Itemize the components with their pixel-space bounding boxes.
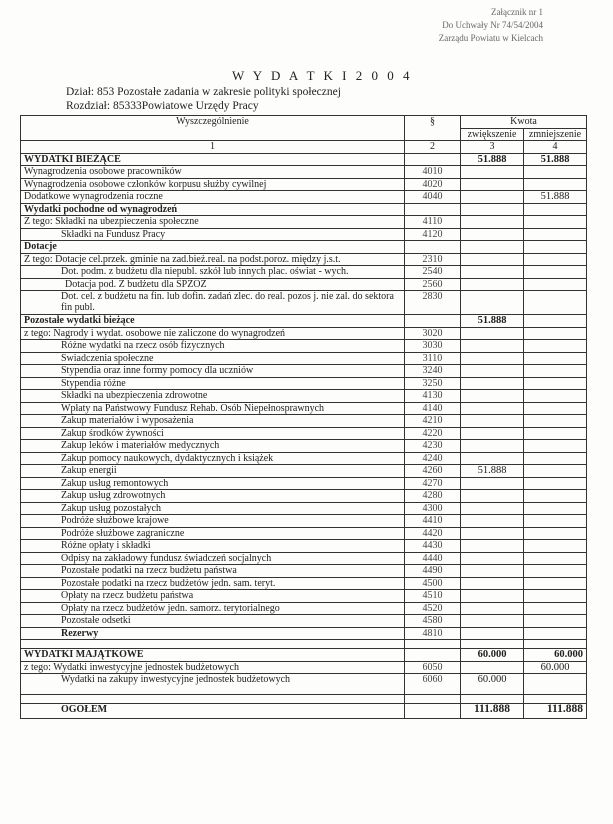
row-dec: [524, 490, 587, 503]
num-dec: 4: [524, 141, 587, 154]
row-inc: [461, 627, 524, 640]
row-par: 4430: [405, 540, 461, 553]
row-par: 4580: [405, 615, 461, 628]
row-inc: [461, 452, 524, 465]
row-inc: [461, 602, 524, 615]
row-inc: [461, 402, 524, 415]
row-par: 4510: [405, 590, 461, 603]
row-desc: Wpłaty na Państwowy Fundusz Rehab. Osób Niepełnosprawnych: [21, 402, 405, 415]
row-inc: [461, 427, 524, 440]
row-desc: Dotacja pod. Z budżetu dla SPZOZ: [21, 278, 405, 291]
row-desc: Dot. cel. z budżetu na fin. lub dofin. zadań zlec. do real. pozos j. nie zal. do sektora fin publ.: [21, 291, 405, 315]
row-desc: Z tego: Dotacje cel.przek. gminie na zad.bież.real. na podst.poroz. między j.s.t.: [21, 253, 405, 266]
row-dec: [524, 577, 587, 590]
row-desc: Podróże służbowe krajowe: [21, 515, 405, 528]
row-inc: [461, 540, 524, 553]
row-inc: 51.888: [461, 153, 524, 166]
row-inc: [461, 241, 524, 254]
row-desc: Podróże służbowe zagraniczne: [21, 527, 405, 540]
row-desc: Zakup usług pozostałych: [21, 502, 405, 515]
row-desc: Stypendia różne: [21, 377, 405, 390]
row-desc: Pozostałe podatki na rzecz budżetów jedn. sam. teryt.: [21, 577, 405, 590]
row-inc: [461, 228, 524, 241]
row-par: 4120: [405, 228, 461, 241]
row-dec: 60.000: [524, 649, 587, 662]
row-par: 4020: [405, 178, 461, 191]
row-dec: 51.888: [524, 191, 587, 204]
row-inc: [461, 490, 524, 503]
row-par: 3020: [405, 327, 461, 340]
table-row: [21, 627, 587, 640]
table-row: [21, 415, 587, 428]
table-row: [21, 490, 587, 503]
row-dec: [524, 515, 587, 528]
table-row: [21, 191, 587, 204]
table-row: [21, 390, 587, 403]
row-dec: [524, 590, 587, 603]
row-inc: [461, 191, 524, 204]
row-inc: 51.888: [461, 315, 524, 328]
row-desc: Zakup pomocy naukowych, dydaktycznych i książek: [21, 452, 405, 465]
row-dec: [524, 552, 587, 565]
row-inc: [461, 390, 524, 403]
row-desc: WYDATKI BIEŻĄCE: [21, 153, 405, 166]
row-par: 6050: [405, 661, 461, 674]
row-par: 2540: [405, 266, 461, 279]
row-desc: z tego: Wydatki inwestycyjne jednostek budżetowych: [21, 661, 405, 674]
row-desc: OGÓŁEM: [21, 704, 405, 719]
table-row: [21, 649, 587, 662]
row-inc: [461, 365, 524, 378]
row-desc: Dotacje: [21, 241, 405, 254]
row-inc: [461, 440, 524, 453]
row-desc: Wynagrodzenia osobowe pracowników: [21, 166, 405, 179]
table-row: [21, 365, 587, 378]
section-info: [66, 85, 341, 113]
table-row: [21, 327, 587, 340]
table-row: [21, 674, 587, 695]
row-inc: [461, 352, 524, 365]
row-dec: [524, 440, 587, 453]
note-line: Załącznik nr 1: [491, 7, 543, 17]
row-desc: Składki na ubezpieczenia zdrowotne: [21, 390, 405, 403]
table-row: [21, 203, 587, 216]
row-desc: Opłaty na rzecz budżetu państwa: [21, 590, 405, 603]
row-par: 4130: [405, 390, 461, 403]
row-inc: [461, 661, 524, 674]
row-dec: [524, 477, 587, 490]
row-par: 4520: [405, 602, 461, 615]
table-row: [21, 166, 587, 179]
col-kwota-header: Kwota: [461, 116, 587, 129]
row-inc: [461, 278, 524, 291]
row-par: 4420: [405, 527, 461, 540]
row-inc: [461, 340, 524, 353]
row-dec: [524, 365, 587, 378]
row-inc: [461, 415, 524, 428]
row-par: 4040: [405, 191, 461, 204]
row-inc: [461, 216, 524, 229]
row-inc: 60.000: [461, 649, 524, 662]
row-desc: Zakup materiałów i wyposażenia: [21, 415, 405, 428]
row-par: 4010: [405, 166, 461, 179]
num-par: 2: [405, 141, 461, 154]
row-desc: Wydatki pochodne od wynagrodzeń: [21, 203, 405, 216]
row-par: 2560: [405, 278, 461, 291]
row-dec: [524, 216, 587, 229]
dzial-label: Dział: 853 Pozostałe zadania w zakresie polityki społecznej: [66, 86, 341, 98]
row-par: 4230: [405, 440, 461, 453]
row-par: 4410: [405, 515, 461, 528]
table-row: [21, 228, 587, 241]
table-row: [21, 661, 587, 674]
table-row: [21, 515, 587, 528]
row-desc: Różne wydatki na rzecz osób fizycznych: [21, 340, 405, 353]
spacer-row: [21, 640, 587, 649]
num-desc: 1: [21, 141, 405, 154]
table-row: [21, 278, 587, 291]
row-inc: [461, 577, 524, 590]
row-dec: [524, 390, 587, 403]
row-inc: [461, 377, 524, 390]
col-dec-header: zmniejszenie: [524, 128, 587, 141]
row-dec: 111.888: [524, 704, 587, 719]
row-inc: [461, 590, 524, 603]
row-dec: [524, 465, 587, 478]
table-row: [21, 552, 587, 565]
row-desc: Stypendia oraz inne formy pomocy dla uczniów: [21, 365, 405, 378]
col-desc-header: Wyszczególnienie: [21, 116, 405, 141]
col-inc-header: zwiększenie: [461, 128, 524, 141]
table-row: [21, 477, 587, 490]
row-desc: Pozostałe odsetki: [21, 615, 405, 628]
row-par: 4210: [405, 415, 461, 428]
table-row: [21, 402, 587, 415]
row-desc: Różne opłaty i składki: [21, 540, 405, 553]
table-row: [21, 502, 587, 515]
note-line: Zarządu Powiatu w Kielcach: [438, 33, 543, 43]
row-desc: Pozostałe podatki na rzecz budżetu państwa: [21, 565, 405, 578]
row-par: 3110: [405, 352, 461, 365]
row-dec: [524, 415, 587, 428]
row-dec: [524, 166, 587, 179]
attachment-note: [439, 6, 543, 45]
row-par: 3240: [405, 365, 461, 378]
row-par: [405, 315, 461, 328]
row-dec: 51.888: [524, 153, 587, 166]
row-par: 4500: [405, 577, 461, 590]
row-par: 4220: [405, 427, 461, 440]
row-desc: Zakup leków i materiałów medycznych: [21, 440, 405, 453]
table-row: [21, 315, 587, 328]
row-par: [405, 649, 461, 662]
row-desc: Wynagrodzenia osobowe członków korpusu służby cywilnej: [21, 178, 405, 191]
table-row: [21, 253, 587, 266]
row-dec: 60.000: [524, 661, 587, 674]
row-desc: Zakup środków żywności: [21, 427, 405, 440]
row-par: 4280: [405, 490, 461, 503]
row-dec: [524, 602, 587, 615]
row-desc: Zakup usług zdrowotnych: [21, 490, 405, 503]
row-dec: [524, 253, 587, 266]
row-inc: 51.888: [461, 465, 524, 478]
row-desc: Odpisy na zakładowy fundusz świadczeń socjalnych: [21, 552, 405, 565]
row-desc: z tego: Nagrody i wydat. osobowe nie zaliczone do wynagrodzeń: [21, 327, 405, 340]
table-row: [21, 452, 587, 465]
row-par: 4140: [405, 402, 461, 415]
row-inc: [461, 527, 524, 540]
expenses-table: [20, 115, 587, 719]
row-dec: [524, 327, 587, 340]
table-row: [21, 352, 587, 365]
row-dec: [524, 340, 587, 353]
row-inc: [461, 203, 524, 216]
row-inc: [461, 291, 524, 315]
row-dec: [524, 377, 587, 390]
row-par: 4440: [405, 552, 461, 565]
row-desc: Dot. podm. z budżetu dla niepubl. szkół lub innych plac. oświat - wych.: [21, 266, 405, 279]
row-inc: [461, 178, 524, 191]
row-par: 6060: [405, 674, 461, 695]
row-par: [405, 153, 461, 166]
row-desc: Dodatkowe wynagrodzenia roczne: [21, 191, 405, 204]
row-par: 4810: [405, 627, 461, 640]
table-row: [21, 427, 587, 440]
row-desc: Opłaty na rzecz budżetów jedn. samorz. terytorialnego: [21, 602, 405, 615]
row-par: 3250: [405, 377, 461, 390]
row-par: 4240: [405, 452, 461, 465]
table-row: [21, 340, 587, 353]
row-dec: [524, 615, 587, 628]
row-par: 2830: [405, 291, 461, 315]
row-par: 3030: [405, 340, 461, 353]
row-inc: [461, 515, 524, 528]
row-inc: [461, 266, 524, 279]
row-dec: [524, 203, 587, 216]
row-par: 2310: [405, 253, 461, 266]
table-row: [21, 178, 587, 191]
column-numbers-row: [21, 141, 587, 154]
table-row: [21, 602, 587, 615]
row-desc: Składki na Fundusz Pracy: [21, 228, 405, 241]
note-line: Do Uchwały Nr 74/54/2004: [442, 20, 543, 30]
row-dec: [524, 427, 587, 440]
row-dec: [524, 291, 587, 315]
row-par: 4300: [405, 502, 461, 515]
row-inc: 60.000: [461, 674, 524, 695]
row-inc: [461, 502, 524, 515]
table-row: [21, 153, 587, 166]
row-desc: Rezerwy: [21, 627, 405, 640]
num-inc: 3: [461, 141, 524, 154]
row-dec: [524, 178, 587, 191]
row-dec: [524, 402, 587, 415]
row-par: 4490: [405, 565, 461, 578]
row-inc: [461, 615, 524, 628]
row-dec: [524, 502, 587, 515]
table-row: [21, 527, 587, 540]
table-row: [21, 465, 587, 478]
table-row: [21, 565, 587, 578]
row-dec: [524, 565, 587, 578]
row-inc: [461, 327, 524, 340]
row-desc: Świadczenia społeczne: [21, 352, 405, 365]
table-row: [21, 577, 587, 590]
table-row: [21, 590, 587, 603]
row-inc: [461, 565, 524, 578]
row-dec: [524, 315, 587, 328]
row-desc: Wydatki na zakupy inwestycyjne jednostek budżetowych: [21, 674, 405, 695]
row-dec: [524, 266, 587, 279]
row-inc: [461, 253, 524, 266]
row-inc: [461, 477, 524, 490]
table-row: [21, 540, 587, 553]
row-par: 4110: [405, 216, 461, 229]
row-inc: 111.888: [461, 704, 524, 719]
row-dec: [524, 241, 587, 254]
row-desc: Zakup energii: [21, 465, 405, 478]
table-row: [21, 377, 587, 390]
row-dec: [524, 278, 587, 291]
row-par: 4270: [405, 477, 461, 490]
table-row: [21, 216, 587, 229]
row-desc: Z tego: Składki na ubezpieczenia społeczne: [21, 216, 405, 229]
spacer-row: [21, 695, 587, 704]
row-inc: [461, 552, 524, 565]
row-dec: [524, 452, 587, 465]
row-dec: [524, 540, 587, 553]
table-row: [21, 241, 587, 254]
rozdzial-label: Rozdział: 85333Powiatowe Urzędy Pracy: [66, 100, 259, 112]
header-row: [21, 116, 587, 129]
row-par: [405, 203, 461, 216]
table-row: [21, 615, 587, 628]
row-dec: [524, 352, 587, 365]
row-desc: WYDATKI MAJĄTKOWE: [21, 649, 405, 662]
row-par: [405, 704, 461, 719]
document-title: W Y D A T K I 2 0 0 4: [232, 68, 413, 83]
col-par-header: §: [405, 116, 461, 141]
row-desc: Pozostałe wydatki bieżące: [21, 315, 405, 328]
row-desc: Zakup usług remontowych: [21, 477, 405, 490]
table-row: [21, 266, 587, 279]
row-dec: [524, 228, 587, 241]
row-inc: [461, 166, 524, 179]
table-row: [21, 440, 587, 453]
row-par: 4260: [405, 465, 461, 478]
table-row: [21, 704, 587, 719]
row-dec: [524, 627, 587, 640]
row-par: [405, 241, 461, 254]
table-row: [21, 291, 587, 315]
row-dec: [524, 527, 587, 540]
row-dec: [524, 674, 587, 695]
